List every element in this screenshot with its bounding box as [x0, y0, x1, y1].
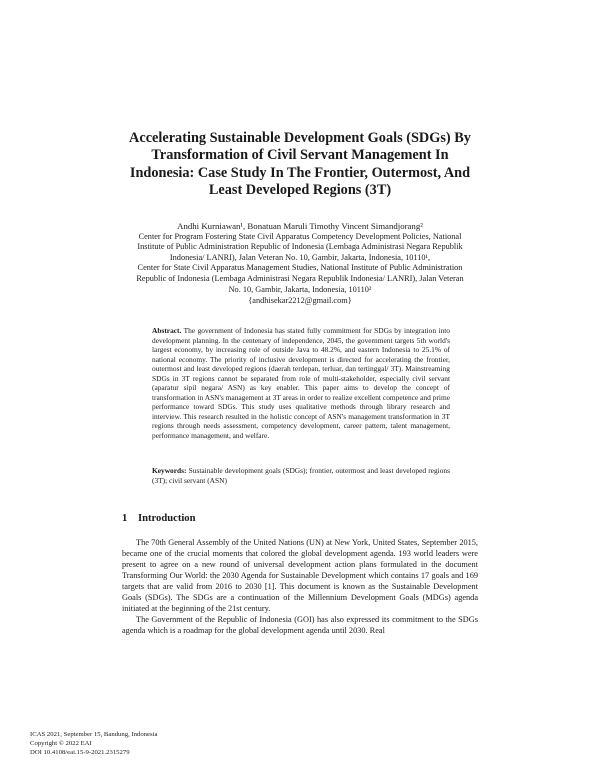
- introduction-body: [122, 537, 478, 636]
- author-affiliation-2: Center for State Civil Apparatus Management Studies, National Institute of Public Administration Republic of Indonesia (Lembaga Administrasi Negara Republik Indonesia/ LANRI), Jalan Veteran No. 10, Gambir, Jakarta, Indonesia, 10110²: [136, 263, 464, 294]
- author-block: [130, 221, 470, 295]
- abstract-text: The government of Indonesia has stated fully commitment for SDGs by integration into development planning. In the centenary of independence, 2045, the government targets 5th world's largest economy, by increasing role of outside Java to 48.2%, and eastern Indonesia to 25.1% of national economy. The priority of inclusive development is directed for accelerating the frontier, outermost and least developed regions (daerah terdepan, terluar, dan tertinggal/ 3T). Mainstreaming SDGs in 3T regions cannot be separated from role of multi-stakeholder, especially civil servant (aparatur sipil negara/ ASN) as key enabler. This paper aims to develop the concept of transformation in ASN's management at 3T areas in order to realize excellent competence and prime performance toward SDGs. This study uses qualitative methods through library research and interview. This research resulted in the holistic concept of ASN's management transformation in 3T regions through needs assessment, competency development, career pattern, talent management, performance management, and welfare.: [152, 326, 450, 440]
- author-affiliation-1: Center for Program Fostering State Civil Apparatus Competency Development Policies, National Institute of Public Administration Republic of Indonesia (Lembaga Administrasi Negara Republik Indonesia/ LANRI), Jalan Veteran No. 10, Gambir, Jakarta, Indonesia, 10110¹,: [137, 231, 463, 262]
- abstract-label: Abstract.: [152, 326, 182, 335]
- footer-conference: ICAS 2021, September 15, Bandung, Indonesia: [30, 731, 158, 738]
- section-heading-introduction: [122, 512, 482, 525]
- paper-title: Accelerating Sustainable Development Goals (SDGs) By Transformation of Civil Servant Management In Indonesia: Case Study In The Frontier, Outermost, And Least Developed Regions (3T): [129, 130, 471, 198]
- section-title: Introduction: [138, 513, 196, 524]
- keywords-text: Sustainable development goals (SDGs); frontier, outermost and least developed regions (3T); civil servant (ASN): [152, 466, 450, 485]
- abstract: [152, 326, 450, 440]
- keywords: [152, 466, 450, 485]
- body-paragraph: The Government of the Republic of Indonesia (GOI) has also expressed its commitment to the SDGs agenda which is a roadmap for the global development agenda until 2030. Real: [122, 615, 478, 635]
- page-footer: [30, 731, 330, 757]
- author-names: Andhi Kurniawan¹, Bonatuan Maruli Timothy Vincent Simandjorang²: [177, 221, 423, 231]
- author-email: {andhisekar2212@gmail.com}: [248, 296, 352, 305]
- footer-copyright: Copyright © 2022 EAI: [30, 739, 92, 747]
- keywords-label: Keywords:: [152, 466, 187, 475]
- section-number: 1: [122, 513, 128, 524]
- footer-doi: DOI 10.4108/eai.15-9-2021.2315279: [30, 748, 130, 756]
- body-paragraph: The 70th General Assembly of the United Nations (UN) at New York, United States, September 2015, became one of the crucial moments that colored the global development agenda. 193 world leaders were present to agree on a new round of universal development action plans formulated in the document Transforming Our World: the 2030 Agenda for Sustainable Development which contains 17 goals and 169 targets that are valid from 2016 to 2030 [1]. This document is known as the Sustainable Development Goals (SDGs). The SDGs are a continuation of the Millennium Development Goals (MDGs) agenda initiated at the beginning of the 21st century.: [122, 538, 478, 613]
